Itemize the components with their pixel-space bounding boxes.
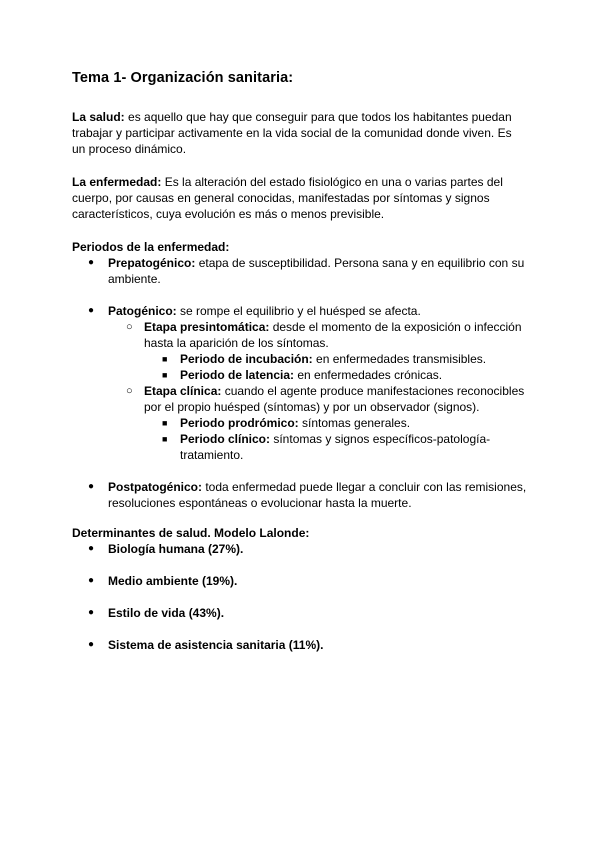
list-item-determinante <box>72 573 528 589</box>
prodromico-text: síntomas generales. <box>298 416 411 430</box>
determinante-text: Medio ambiente (19%). <box>108 574 238 588</box>
enfermedad-term: La enfermedad: <box>72 175 162 189</box>
list-item-prepatogenico <box>72 255 528 287</box>
list-item-determinante <box>72 637 528 653</box>
clinica-term: Etapa clínica: <box>144 384 222 398</box>
page-title: Tema 1- Organización sanitaria: <box>72 70 294 86</box>
incubacion-text: en enfermedades transmisibles. <box>312 352 487 366</box>
postpatogenico-term: Postpatogénico: <box>108 480 203 494</box>
list-item-determinante <box>72 605 528 621</box>
patogenico-text: se rompe el equilibrio y el huésped se afecta. <box>176 304 421 318</box>
determinante-text: Estilo de vida (43%). <box>108 606 225 620</box>
presintomatica-text: desde el momento de la exposición o infección hasta la aparición de los síntomas. <box>144 320 522 350</box>
enfermedad-text: Es la alteración del estado fisiológico en una o varias partes del cuerpo, por causas en general conocidas, manifestadas por síntomas y signos característicos, cuya evolución es más o menos previsible. <box>72 175 503 221</box>
spacer <box>72 621 528 637</box>
presintomatica-term: Etapa presintomática: <box>144 320 270 334</box>
patogenico-sublist <box>108 319 528 463</box>
incubacion-term: Periodo de incubación: <box>180 352 313 366</box>
clinica-sublist <box>144 415 528 463</box>
bullet-square-icon: ■ <box>162 354 168 364</box>
list-item-presintomatica <box>108 319 528 383</box>
latencia-term: Periodo de latencia: <box>180 368 295 382</box>
list-item-clinico <box>144 431 528 463</box>
list-item-postpatogenico <box>72 479 528 511</box>
bullet-hollow-circle-icon: ○ <box>126 385 133 397</box>
spacer <box>72 511 528 525</box>
list-item-latencia <box>144 367 528 383</box>
list-item-patogenico <box>72 303 528 463</box>
determinantes-heading: Determinantes de salud. Modelo Lalonde: <box>72 526 310 540</box>
postpatogenico-text: toda enfermedad puede llegar a concluir con las remisiones, resoluciones espontáneas o evolucionar hasta la muerte. <box>108 480 527 510</box>
salud-term: La salud: <box>72 110 125 124</box>
periodos-list <box>72 255 528 511</box>
prodromico-term: Periodo prodrómico: <box>180 416 299 430</box>
bullet-hollow-circle-icon: ○ <box>126 321 133 333</box>
determinantes-list <box>72 541 528 653</box>
bullet-square-icon: ■ <box>162 418 168 428</box>
patogenico-term: Patogénico: <box>108 304 177 318</box>
bullet-filled-circle-icon: ● <box>88 481 95 492</box>
spacer <box>72 557 528 573</box>
bullet-filled-circle-icon: ● <box>88 575 95 586</box>
bullet-square-icon: ■ <box>162 434 168 444</box>
list-item-incubacion <box>144 351 528 367</box>
list-item-clinica <box>108 383 528 463</box>
bullet-filled-circle-icon: ● <box>88 607 95 618</box>
bullet-filled-circle-icon: ● <box>88 257 95 268</box>
periodos-heading: Periodos de la enfermedad: <box>72 240 230 254</box>
bullet-filled-circle-icon: ● <box>88 639 95 650</box>
spacer <box>72 463 528 479</box>
salud-text: es aquello que hay que conseguir para que todos los habitantes puedan trabajar y participar activamente en la vida social de la comunidad donde viven. Es un proceso dinámico. <box>72 110 512 156</box>
presintomatica-sublist <box>144 351 528 383</box>
document-page <box>72 68 528 653</box>
clinico-term: Periodo clínico: <box>180 432 271 446</box>
salud-definition <box>72 109 528 157</box>
prepatogenico-term: Prepatogénico: <box>108 256 196 270</box>
list-item-determinante <box>72 541 528 557</box>
bullet-square-icon: ■ <box>162 370 168 380</box>
prepatogenico-text: etapa de susceptibilidad. Persona sana y en equilibrio con su ambiente. <box>108 256 525 286</box>
enfermedad-definition <box>72 174 528 222</box>
spacer <box>72 287 528 303</box>
bullet-filled-circle-icon: ● <box>88 305 95 316</box>
spacer <box>72 589 528 605</box>
list-item-prodromico <box>144 415 528 431</box>
determinante-text: Biología humana (27%). <box>108 542 244 556</box>
bullet-filled-circle-icon: ● <box>88 543 95 554</box>
determinante-text: Sistema de asistencia sanitaria (11%). <box>108 638 324 652</box>
clinica-text: cuando el agente produce manifestaciones reconocibles por el propio huésped (síntomas) y por un observador (signos). <box>144 384 525 414</box>
latencia-text: en enfermedades crónicas. <box>294 368 443 382</box>
clinico-text: síntomas y signos específicos-patología-tratamiento. <box>180 432 491 462</box>
